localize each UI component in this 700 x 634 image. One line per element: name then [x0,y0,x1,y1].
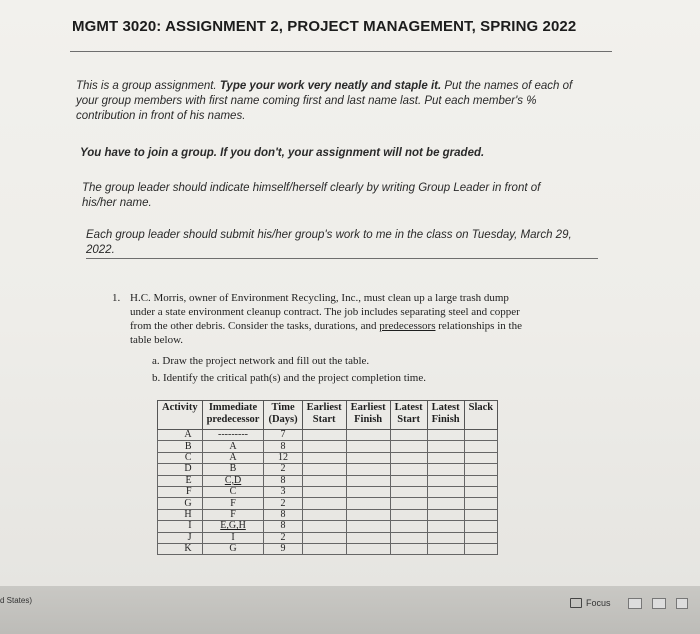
cell-ef [346,475,390,486]
cell-slack [464,475,498,486]
table-row [158,532,498,543]
header-predecessor-label: Immediate [208,402,258,413]
header-time [264,401,302,430]
header-earliest-finish [346,401,390,430]
header-earliest-start [302,401,346,430]
cell-lf [427,509,464,520]
cell-slack [464,498,498,509]
header-earliest-finish-label: Earliest [350,402,386,413]
cell-ls [390,498,427,509]
header-predecessor-sub: predecessor [206,414,260,425]
cell-activity: B [158,441,203,452]
question-part-a: a. Draw the project network and fill out the table. [152,355,370,367]
cell-es [302,475,346,486]
cell-time: 8 [264,441,302,452]
focus-icon [570,598,582,608]
cell-ls [390,521,427,532]
question-part-b: b. Identify the critical path(s) and the project completion time. [152,372,426,384]
cell-es [302,532,346,543]
table-row [158,509,498,520]
header-time-label: Time [271,402,295,413]
cell-ls [390,430,427,441]
cell-slack [464,543,498,554]
header-earliest-start-sub: Start [312,414,336,425]
cell-es [302,521,346,532]
cell-lf [427,430,464,441]
header-slack [464,401,498,430]
intro-paragraph [76,79,636,124]
print-layout-icon[interactable] [628,598,642,609]
question-line-3-start: from the other debris. Consider the tasks, durations, and [130,320,380,332]
cell-ef [346,532,390,543]
intro-text-start: This is a group assignment. [76,80,220,92]
cell-lf [427,498,464,509]
header-latest-start [390,401,427,430]
header-slack-label: Slack [468,402,494,413]
cell-ls [390,452,427,463]
cell-activity: F [158,486,203,497]
submit-line-2: 2022. [86,244,115,256]
cell-lf [427,532,464,543]
table-row [158,521,498,532]
cell-slack [464,430,498,441]
cell-es [302,430,346,441]
intro-text-end: Put the names of each of [441,80,573,92]
table-row [158,452,498,463]
question-line-1: H.C. Morris, owner of Environment Recycling, Inc., must clean up a large trash dump [130,292,509,304]
cell-ef [346,521,390,532]
cell-slack [464,452,498,463]
header-earliest-finish-sub: Finish [354,414,383,425]
header-activity-label: Activity [162,402,198,413]
cell-time: 8 [264,475,302,486]
cell-predecessor: B [202,464,264,475]
cell-time: 2 [264,464,302,475]
cell-lf [427,441,464,452]
cell-predecessor: G [202,543,264,554]
section-divider [86,258,598,259]
cell-predecessor: --------- [202,430,264,441]
cell-ef [346,486,390,497]
cell-predecessor: F [202,509,264,520]
header-latest-finish [427,401,464,430]
cell-ef [346,498,390,509]
cell-ef [346,441,390,452]
cell-activity: A [158,430,203,441]
cell-ef [346,430,390,441]
cell-activity: C [158,452,203,463]
cell-lf [427,543,464,554]
cell-time: 9 [264,543,302,554]
activity-table [157,400,498,555]
group-warning: You have to join a group. If you don't, your assignment will not be graded. [80,147,485,159]
cell-lf [427,464,464,475]
cell-time: 8 [264,521,302,532]
submit-paragraph [86,228,646,258]
cell-lf [427,452,464,463]
cell-activity: E [158,475,203,486]
cell-time: 12 [264,452,302,463]
cell-es [302,543,346,554]
cell-activity: I [158,521,203,532]
cell-ls [390,464,427,475]
header-predecessor [202,401,264,430]
intro-emphasis: Type your work very neatly and staple it. [219,80,442,92]
leader-line-2: his/her name. [82,197,152,209]
intro-line-2: your group members with first name coming first and last name last. Put each member's % [76,95,537,107]
cell-lf [427,475,464,486]
cell-slack [464,464,498,475]
cell-activity: H [158,509,203,520]
cell-ls [390,532,427,543]
submit-line-1: Each group leader should submit his/her group's work to me in the class on Tuesday, March 29, [86,229,572,241]
table-row [158,441,498,452]
cell-predecessor: C [202,486,264,497]
cell-activity: K [158,543,203,554]
cell-predecessor: I [202,532,264,543]
leader-paragraph [82,181,642,211]
cell-ls [390,486,427,497]
header-activity [158,401,203,430]
cell-ef [346,543,390,554]
table-row [158,543,498,554]
cell-activity: D [158,464,203,475]
read-mode-icon[interactable] [676,598,688,609]
cell-ls [390,543,427,554]
cell-predecessor: E,G,H [202,521,264,532]
header-time-sub: (Days) [268,414,298,425]
question-line-3-end: relationships in the [435,320,522,332]
cell-time: 3 [264,486,302,497]
cell-activity: G [158,498,203,509]
cell-time: 8 [264,509,302,520]
cell-ef [346,464,390,475]
cell-predecessor: F [202,498,264,509]
predecessors-link[interactable]: predecessors [379,320,436,332]
cell-es [302,509,346,520]
question-text [130,291,600,347]
table-row [158,430,498,441]
table-row [158,486,498,497]
cell-es [302,486,346,497]
header-latest-finish-sub: Finish [431,414,460,425]
header-latest-start-label: Latest [394,402,423,413]
cell-es [302,441,346,452]
focus-button[interactable] [570,598,611,608]
header-latest-start-sub: Start [397,414,420,425]
cell-slack [464,509,498,520]
cell-es [302,498,346,509]
cell-activity: J [158,532,203,543]
header-latest-finish-label: Latest [431,402,460,413]
cell-slack [464,441,498,452]
cell-ls [390,509,427,520]
cell-ls [390,475,427,486]
cell-slack [464,486,498,497]
question-number: 1. [112,292,121,304]
cell-slack [464,521,498,532]
cell-lf [427,521,464,532]
table-header-row [158,401,498,430]
cell-lf [427,486,464,497]
header-earliest-start-label: Earliest [306,402,342,413]
cell-es [302,452,346,463]
cell-time: 2 [264,532,302,543]
cell-time: 7 [264,430,302,441]
taskbar [0,586,700,634]
cell-ef [346,452,390,463]
intro-line-3: contribution in front of his names. [76,110,246,122]
page-title: MGMT 3020: ASSIGNMENT 2, PROJECT MANAGEMENT, SPRING 2022 [72,18,577,35]
language-indicator[interactable]: d States) [0,596,33,605]
question-line-2: under a state environment cleanup contract. The job includes separating steel and copper [130,306,520,318]
focus-label: Focus [586,598,611,608]
table-row [158,475,498,486]
title-divider [70,51,612,52]
cell-ef [346,509,390,520]
web-layout-icon[interactable] [652,598,666,609]
table-row [158,464,498,475]
cell-predecessor: A [202,452,264,463]
cell-predecessor: A [202,441,264,452]
cell-slack [464,532,498,543]
cell-es [302,464,346,475]
cell-ls [390,441,427,452]
leader-line-1: The group leader should indicate himself/herself clearly by writing Group Leader in front of [82,182,541,194]
question-line-4: table below. [130,334,184,346]
cell-time: 2 [264,498,302,509]
table-row [158,498,498,509]
cell-predecessor: C,D [202,475,264,486]
